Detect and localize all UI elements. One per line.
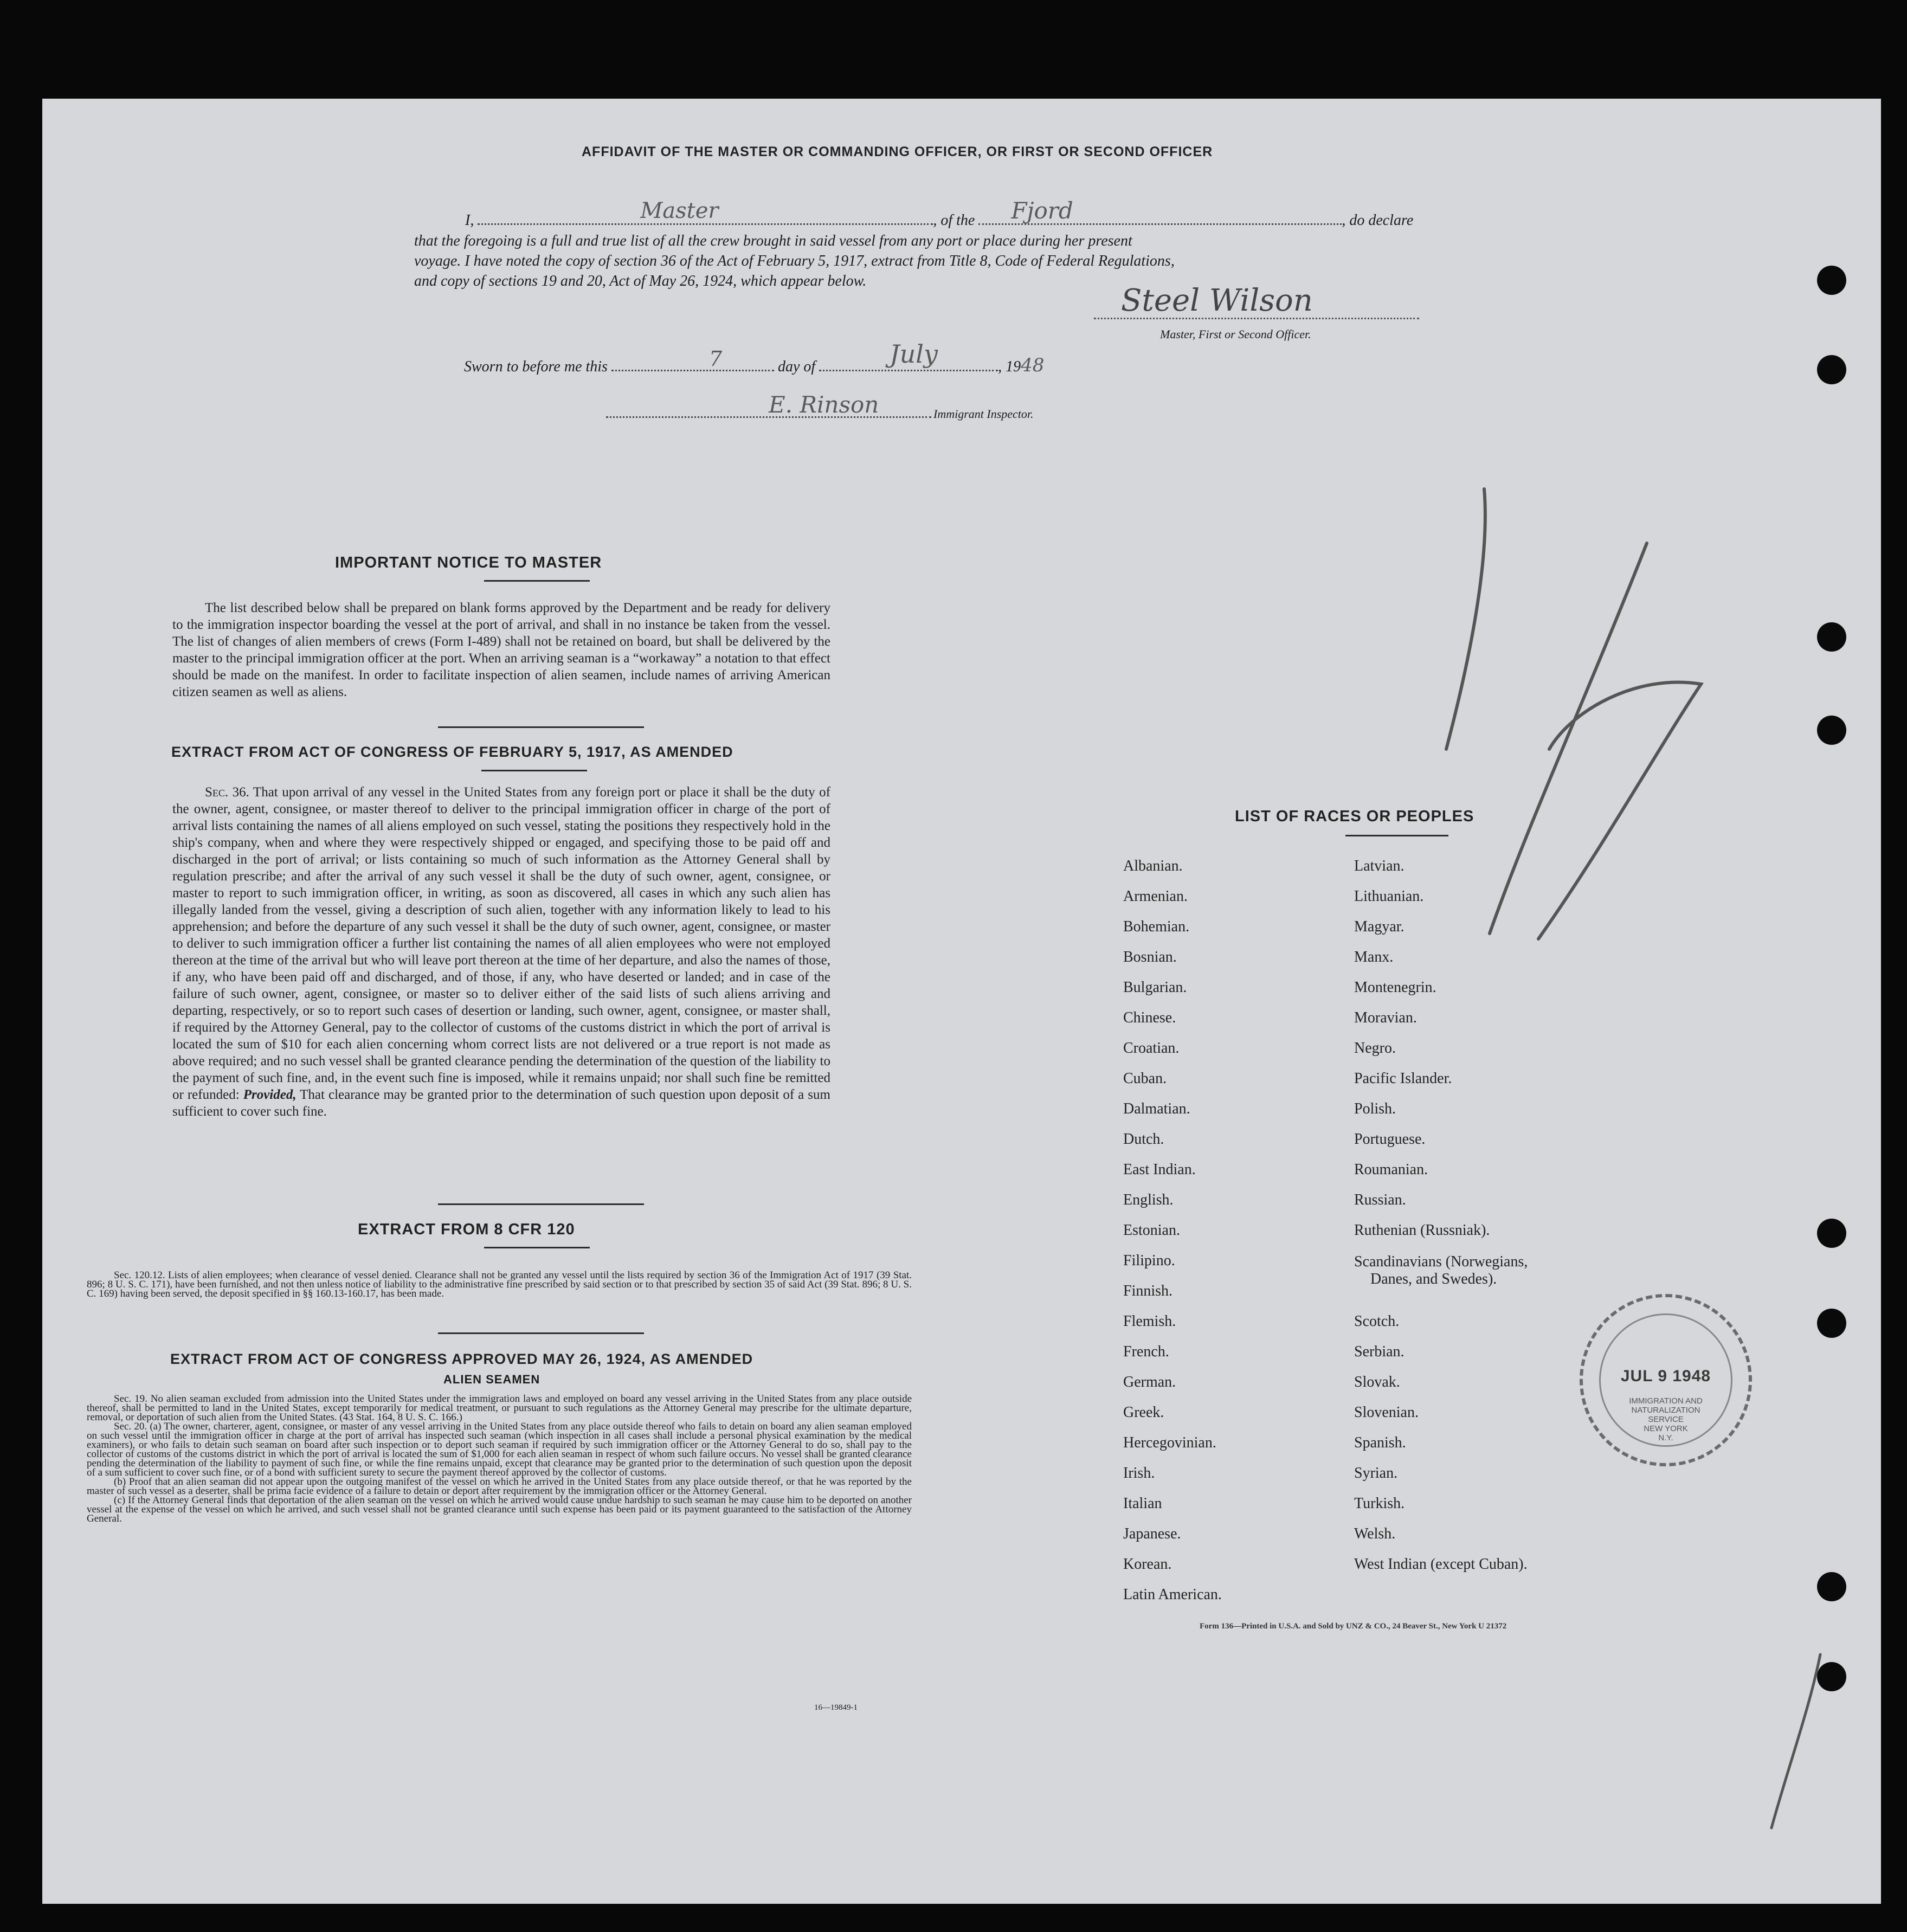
sworn-month-field: [819, 339, 998, 371]
cfr-title: EXTRACT FROM 8 CFR 120: [358, 1221, 575, 1238]
vessel-name-field: [978, 197, 1342, 225]
extract-1924-subtitle: ALIEN SEAMEN: [443, 1373, 540, 1386]
extract-1917-top-rule: [438, 726, 644, 728]
race-item: East Indian.: [1123, 1161, 1196, 1178]
extract-1917-rule: [481, 770, 587, 771]
sec-20c-text: (c) If the Attorney General finds that deportation of the alien seaman on the vessel on which he arrived would cause undue hardship to such seaman he may cause him to be deported on another vessel at the expense of the vessel on which he arrived, and such vessel shall not be granted clearance until such expense has been paid or its payment guaranteed to the satisfaction of the Attorney General.: [87, 1495, 912, 1524]
sworn-day-field: [611, 347, 774, 371]
inspector-signature: E. Rinson: [769, 391, 879, 418]
stamp-text: IMMIGRATION AND NATURALIZATION SERVICE NEW YORK N.Y.: [1629, 1396, 1703, 1442]
extract-1917-text: [172, 784, 830, 1120]
race-item: Italian: [1123, 1495, 1162, 1512]
race-item: Bosnian.: [1123, 949, 1177, 965]
vessel-name-handwriting: Fjord: [1011, 197, 1073, 224]
race-item: Korean.: [1123, 1556, 1172, 1573]
handwritten-number-mark: [1408, 467, 1712, 944]
race-item: Ruthenian (Russniak).: [1354, 1222, 1490, 1239]
race-item: Bohemian.: [1123, 918, 1190, 935]
extract-1924-text: [87, 1394, 912, 1523]
race-item: Russian.: [1354, 1192, 1406, 1208]
extract-1924-top-rule: [438, 1332, 644, 1334]
document-page: [42, 99, 1881, 1904]
race-item: Welsh.: [1354, 1525, 1396, 1542]
race-item: Negro.: [1354, 1040, 1396, 1057]
race-item: Latin American.: [1123, 1586, 1222, 1603]
notice-rule: [484, 580, 590, 582]
signature-line: [1094, 318, 1419, 319]
race-item: Manx.: [1354, 949, 1394, 965]
race-item: Danes, and Swedes).: [1370, 1271, 1497, 1287]
race-item: Slovenian.: [1354, 1404, 1419, 1421]
race-item: Polish.: [1354, 1100, 1396, 1117]
race-item: Cuban.: [1123, 1070, 1167, 1087]
affidavit-declaration-line: [465, 197, 1414, 229]
race-item: Latvian.: [1354, 858, 1405, 874]
inspector-signature-field: [606, 391, 931, 418]
extract-1924-title: EXTRACT FROM ACT OF CONGRESS APPROVED MAY 26, 1924, AS AMENDED: [170, 1351, 753, 1367]
immigration-date-stamp: [1580, 1294, 1752, 1466]
race-item: Japanese.: [1123, 1525, 1181, 1542]
punch-hole: [1817, 622, 1846, 652]
notice-text: The list described below shall be prepared on blank forms approved by the Department and be ready for delivery to the immigration inspector boarding the vessel at the port of arrival, and shall in no instance be taken from the vessel. The list of changes of alien members of crews (Form I-489) shall not be retained on board, but shall be delivered by the master to the principal immigration officer at the port. When an arriving seaman is a “workaway” a notation to that effect should be made on the manifest. In order to facilitate inspection of alien seamen, include names of arriving American citizen seamen as well as aliens.: [172, 601, 830, 699]
printer-footer: Form 136—Printed in U.S.A. and Sold by UNZ & CO., 24 Beaver St., New York U 21372: [1200, 1622, 1507, 1631]
signature-caption: Master, First or Second Officer.: [1160, 327, 1311, 341]
race-item: Finnish.: [1123, 1283, 1173, 1299]
race-item: Estonian.: [1123, 1222, 1180, 1239]
race-item: Chinese.: [1123, 1009, 1176, 1026]
race-item: Lithuanian.: [1354, 888, 1424, 905]
do-declare-label: , do declare: [1342, 212, 1414, 229]
sworn-year-handwriting: 48: [1021, 355, 1045, 376]
race-item: Pacific Islander.: [1354, 1070, 1452, 1087]
cfr-text: Sec. 120.12. Lists of alien employees; when clearance of vessel denied. Clearance shall not be granted any vessel until the lists required by section 36 of the Immigration Act of 1917 (39 Stat. 896; 8 U. S. C. 171), have been furnished, and not then unless notice of liability to the administrative fine prescribed by said section or to that prescribed by section 35 of said Act (39 Stat. 896; 8 U. S. C. 169) having been served, the deposit specified in §§ 160.13-160.17, has been made.: [87, 1270, 912, 1299]
race-item: Serbian.: [1354, 1343, 1405, 1360]
races-title: LIST OF RACES OR PEOPLES: [1235, 808, 1474, 825]
race-item: Dutch.: [1123, 1131, 1164, 1148]
master-name-handwriting: Master: [640, 198, 719, 223]
race-item: Flemish.: [1123, 1313, 1176, 1330]
affidavit-body-line-1: that the foregoing is a full and true list of all the crew brought in said vessel from any port or place during her present: [414, 233, 1132, 249]
extract-1917-title: EXTRACT FROM ACT OF CONGRESS OF FEBRUARY 5, 1917, AS AMENDED: [171, 744, 733, 760]
i-label: I,: [465, 212, 474, 229]
race-item: Greek.: [1123, 1404, 1164, 1421]
race-item: Irish.: [1123, 1465, 1155, 1482]
race-item: Moravian.: [1354, 1009, 1417, 1026]
sworn-month-handwriting: July: [890, 339, 938, 369]
punch-hole: [1817, 1662, 1846, 1691]
race-item: English.: [1123, 1192, 1174, 1208]
cfr-rule: [484, 1247, 590, 1248]
punch-hole: [1817, 266, 1846, 295]
race-item: Magyar.: [1354, 918, 1405, 935]
sec-36-proviso: That clearance may be granted prior to the determination of such question upon deposit of a sum sufficient to cover such fine.: [172, 1087, 830, 1119]
affidavit-body: [414, 231, 1175, 291]
sworn-line: [464, 339, 1045, 376]
day-of-label: day of: [777, 358, 816, 375]
punch-hole: [1817, 1309, 1846, 1338]
race-item: German.: [1123, 1374, 1176, 1390]
race-item: Roumanian.: [1354, 1161, 1428, 1178]
inspector-line: [606, 391, 1034, 421]
punch-hole: [1817, 355, 1846, 384]
race-item: Dalmatian.: [1123, 1100, 1190, 1117]
race-item: Montenegrin.: [1354, 979, 1436, 996]
race-item: Scandinavians (Norwegians,: [1354, 1253, 1528, 1270]
notice-title: IMPORTANT NOTICE TO MASTER: [335, 554, 602, 571]
race-item: West Indian (except Cuban).: [1354, 1556, 1528, 1573]
sec-20b-text: (b) Proof that an alien seaman did not appear upon the outgoing manifest of the vessel on which he arrived in the United States from any place outside thereof, or that he was reported by the master of such vessel as a deserter, shall be prima facie evidence of a failure to detain or deport after requirement by the immigration officer or the Attorney General.: [87, 1476, 912, 1497]
sworn-label: Sworn to before me this: [464, 358, 608, 375]
punch-hole: [1817, 1219, 1846, 1248]
cfr-top-rule: [438, 1203, 644, 1205]
affidavit-body-line-3: and copy of sections 19 and 20, Act of May 26, 1924, which appear below.: [414, 273, 867, 289]
punch-hole: [1817, 716, 1846, 745]
races-rule: [1345, 835, 1448, 836]
stamp-date: JUL 9 1948: [1620, 1367, 1711, 1385]
race-item: French.: [1123, 1343, 1169, 1360]
race-item: Portuguese.: [1354, 1131, 1426, 1148]
provided-label: Provided,: [243, 1087, 297, 1102]
of-the-label: , of the: [933, 212, 975, 229]
sec-36-label: Sec. 36.: [205, 785, 249, 800]
master-signature: Steel Wilson: [1121, 283, 1313, 318]
form-code: 16—19849-1: [814, 1703, 858, 1712]
race-item: Turkish.: [1354, 1495, 1405, 1512]
stamp-inner-ring: [1599, 1313, 1732, 1447]
master-name-field: [478, 198, 933, 225]
affidavit-body-line-2: voyage. I have noted the copy of section 36 of the Act of February 5, 1917, extract from Title 8, Code of Federal Regulations,: [414, 253, 1175, 269]
race-item: Albanian.: [1123, 858, 1183, 874]
race-item: Croatian.: [1123, 1040, 1180, 1057]
inspector-caption: Immigrant Inspector.: [933, 407, 1034, 421]
race-item: Syrian.: [1354, 1465, 1398, 1482]
race-item: Filipino.: [1123, 1252, 1175, 1269]
punch-hole: [1817, 1572, 1846, 1601]
sec-19-text: Sec. 19. No alien seaman excluded from admission into the United States under the immigration laws and employed on board any vessel arriving in the United States from any place outside thereof, shall be permitted to land in the United States, except temporarily for medical treatment, or pursuant to such regulations as the Attorney General may prescribe for the ultimate departure, removal, or deportation of such alien from the United States. (43 Stat. 164, 8 U. S. C. 166.): [87, 1393, 912, 1423]
sec-20a-text: Sec. 20. (a) The owner, charterer, agent, consignee, or master of any vessel arriving in the United States from any place outside thereof who fails to detain on board any alien seaman employed on such vessel until the immigration officer in charge at the port of arrival has inspected such seaman (which inspection in all cases shall include a personal physical examination by the medical examiners), or who fails to detain such seaman on board after such inspection or to deport such seaman if required by such immigration officer or the Attorney General to do so, shall pay to the collector of customs of the customs district in which the port of arrival is located the sum of $1,000 for each alien seaman in respect of whom such failure occurs. No vessel shall be granted clearance pending the determination of the liability to payment of such fine, or while the fine remains unpaid, except that clearance may be granted prior to the determination of such question upon the deposit of a sum sufficient to cover such fine, or of a bond with sufficient surety to secure the payment thereof approved by the collector of customs.: [87, 1421, 912, 1478]
race-item: Slovak.: [1354, 1374, 1400, 1390]
sworn-day-handwriting: 7: [708, 347, 723, 371]
race-item: Bulgarian.: [1123, 979, 1187, 996]
affidavit-title: AFFIDAVIT OF THE MASTER OR COMMANDING OFFICER, OR FIRST OR SECOND OFFICER: [582, 144, 1213, 159]
race-item: Armenian.: [1123, 888, 1188, 905]
race-item: Scotch.: [1354, 1313, 1400, 1330]
sec-36-text: That upon arrival of any vessel in the United States from any foreign port or place it shall be the duty of the owner, agent, consignee, or master thereof to deliver to the principal immigration officer in charge of the port of arrival lists containing the names of all aliens employed on such vessel, stating the positions they respectively hold in the ship's company, when and where they were respectively shipped or engaged, and specifying those to be paid off and discharged in the port of arrival; or lists containing so much of such information as the Attorney General shall by regulation prescribe; and after the arrival of any such vessel it shall be the duty of such owner, agent, consignee, or master to report to such immigration officer, in writing, as soon as discovered, all cases in which any such alien has illegally landed from the vessel, giving a description of such alien, together with any information likely to lead to his apprehension; and before the departure of any such vessel it shall be the duty of such owner, agent, consignee, or master to deliver to such immigration officer a further list containing the names of all alien employees who were not employed thereon at the time of the arrival but who will leave port thereon at the time of her departure, and also the names of those, if any, who have been paid off and discharged, and of those, if any, who have deserted or landed; and in case of the failure of such owner, agent, consignee, or master so to deliver either of the said lists of such aliens arriving and departing, respectively, or so to report such cases of desertion or landing, such owner, agent, consignee, or master shall, if required by the Attorney General, pay to the collector of customs of the customs district in which the port of arrival is located the sum of $10 for each alien concerning whom correct lists are not delivered or a true report is not made as above required; and no such vessel shall be granted clearance pending the determination of the question of the liability to the payment of such fine, and, in the event such fine is imposed, while it remains unpaid; nor shall such fine be remitted or refunded:: [172, 785, 830, 1102]
race-item: Hercegovinian.: [1123, 1434, 1216, 1451]
race-item: Spanish.: [1354, 1434, 1406, 1451]
year-prefix: , 19: [998, 358, 1021, 375]
